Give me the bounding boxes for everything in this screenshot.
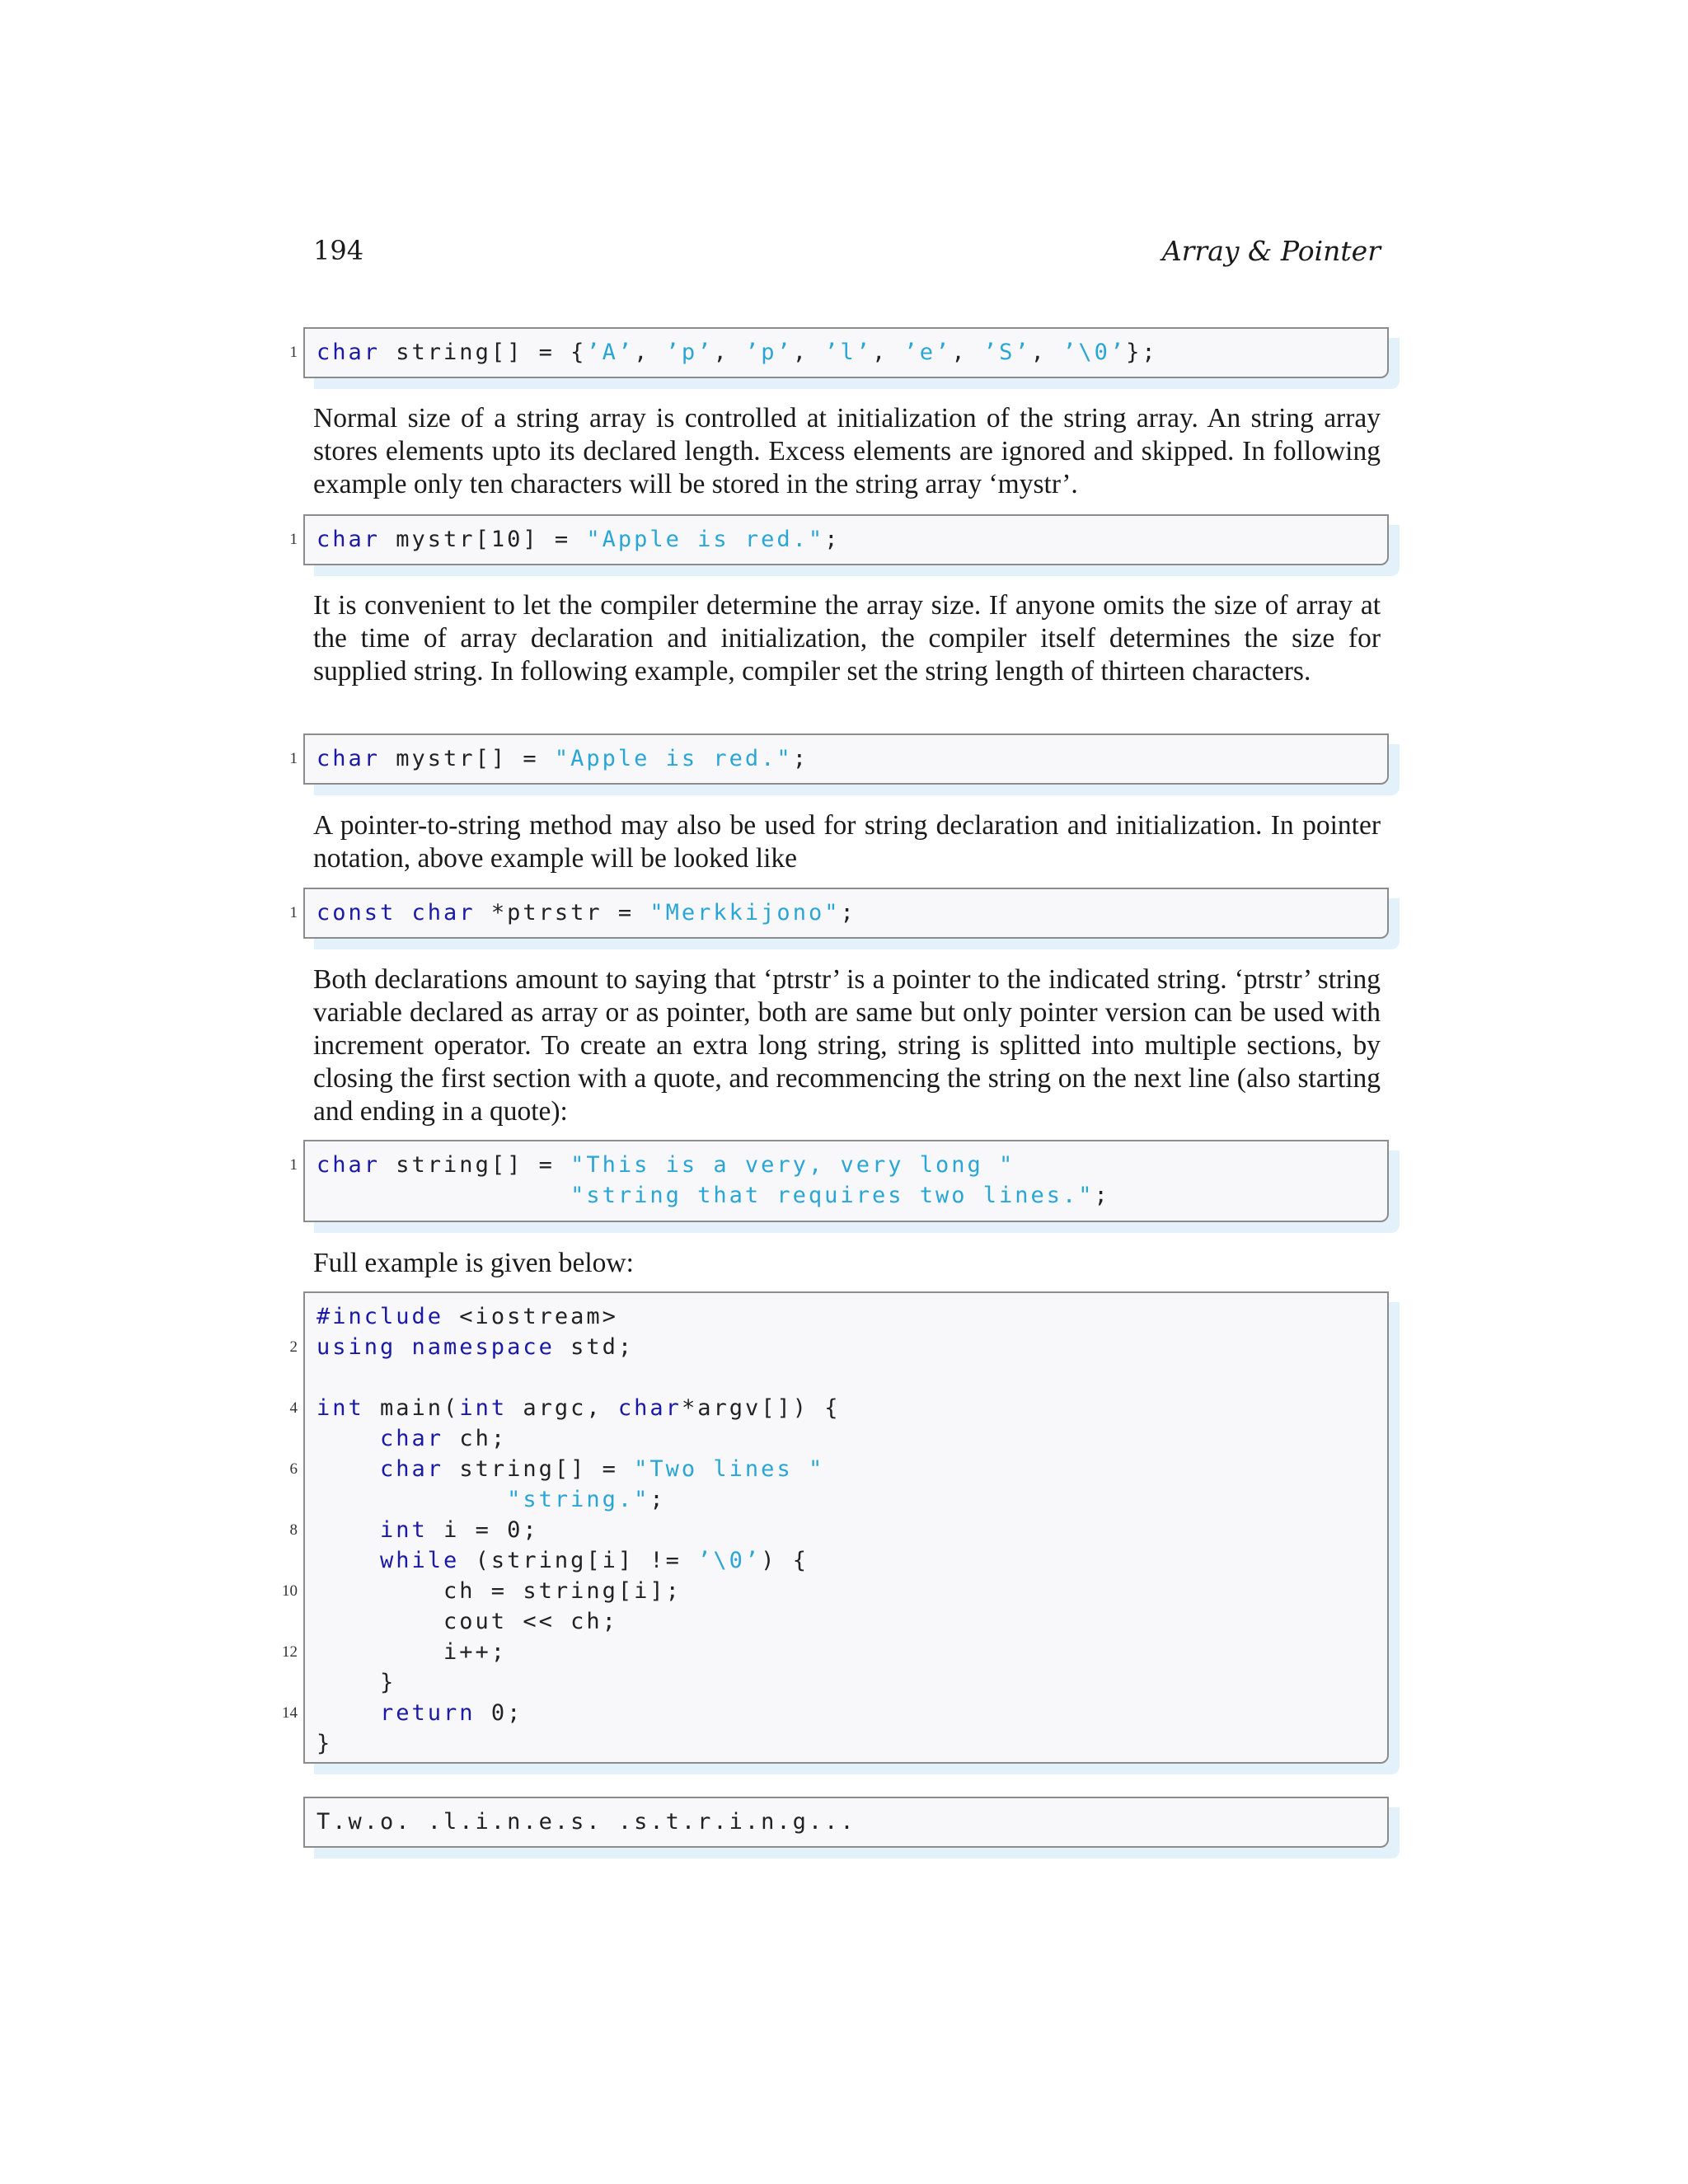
code-text: , — [872, 340, 904, 365]
code-line — [316, 1728, 1387, 1759]
code-text: string[] = — [443, 1456, 635, 1482]
line-number: 12 — [282, 1643, 298, 1661]
line-number: 6 — [289, 1460, 298, 1478]
code-line — [316, 1807, 1387, 1837]
code-text: i++; — [316, 1639, 508, 1665]
code-line — [289, 1393, 1387, 1423]
code-text: ; — [824, 527, 841, 552]
code-string: "Merkkijono" — [649, 900, 841, 926]
code-string: ’e’ — [903, 340, 952, 365]
code-text — [396, 900, 411, 926]
line-number: 1 — [289, 750, 298, 767]
code-text: i = 0; — [427, 1517, 539, 1543]
code-keyword: char — [316, 746, 381, 771]
code-line — [316, 1362, 1387, 1393]
code-text: *ptrstr = — [475, 900, 650, 926]
code-text: ; — [1094, 1183, 1110, 1208]
code-keyword: int — [459, 1395, 508, 1421]
code-keyword: char — [316, 340, 381, 365]
paragraph-full-example: Full example is given below: — [313, 1248, 634, 1278]
code-text: , — [634, 340, 666, 365]
code-line — [289, 1454, 1387, 1484]
code-text — [316, 1548, 380, 1573]
chapter-title: Array & Pointer — [1161, 235, 1381, 267]
line-number: 4 — [289, 1399, 298, 1417]
code-line — [316, 1423, 1387, 1454]
code-block-pointer-string — [289, 888, 1389, 939]
code-text: *argv[]) { — [681, 1395, 841, 1421]
code-text: ch = string[i]; — [316, 1578, 682, 1604]
code-line — [316, 1484, 1387, 1515]
code-block-long-string — [289, 1140, 1389, 1222]
code-line — [316, 1301, 1387, 1332]
code-keyword: int — [380, 1517, 428, 1543]
code-line — [289, 1150, 1387, 1180]
code-line — [316, 1606, 1387, 1637]
code-string: ’A’ — [586, 340, 635, 365]
code-keyword: const — [316, 900, 396, 926]
code-block-full-example — [282, 1291, 1389, 1764]
code-line — [282, 1576, 1387, 1606]
paragraph-compiler-size: It is convenient to let the compiler determine the array size. If anyone omits the size of array at the time of array declaration and initialization, the compiler itself determines the size for supplied string. In following example, compiler set the string length of thirteen characters. — [313, 590, 1381, 687]
page-header — [313, 235, 1381, 276]
code-text — [316, 1426, 380, 1451]
code-keyword: char — [316, 527, 381, 552]
page-number: 194 — [313, 235, 364, 266]
code-line — [316, 1180, 1387, 1211]
line-number: 1 — [289, 1156, 298, 1174]
code-line — [316, 1545, 1387, 1576]
code-text: T.w.o. .l.i.n.e.s. .s.t.r.i.n.g... — [316, 1809, 856, 1835]
code-string: ’\0’ — [697, 1548, 762, 1573]
line-number: 1 — [289, 531, 298, 548]
code-text — [316, 1517, 380, 1543]
code-block-mystr-sized — [289, 514, 1389, 565]
code-text: ; — [649, 1487, 666, 1512]
code-line — [316, 1667, 1387, 1698]
code-string: "string that requires two lines." — [570, 1183, 1095, 1208]
code-text: string[] = — [380, 1152, 571, 1178]
code-text: 0; — [475, 1700, 523, 1726]
code-keyword: char — [316, 1152, 381, 1178]
code-text: , — [1030, 340, 1063, 365]
code-keyword: char — [617, 1395, 682, 1421]
code-string: ’p’ — [744, 340, 793, 365]
code-line — [289, 743, 1387, 774]
code-text: , — [713, 340, 745, 365]
code-keyword: int — [316, 1395, 364, 1421]
output-block — [303, 1797, 1389, 1848]
code-line — [282, 1698, 1387, 1728]
code-text: std; — [554, 1334, 635, 1360]
code-text: ) { — [761, 1548, 809, 1573]
code-text: , — [951, 340, 983, 365]
line-number: 1 — [289, 344, 298, 361]
code-keyword: char — [411, 900, 476, 926]
code-text: }; — [1126, 340, 1158, 365]
code-keyword: return — [380, 1700, 476, 1726]
code-keyword: char — [380, 1456, 444, 1482]
code-text: } — [316, 1731, 333, 1756]
code-line — [289, 1332, 1387, 1362]
code-text: } — [316, 1670, 396, 1695]
code-text: string[] = { — [380, 340, 587, 365]
code-text: mystr[] = — [380, 746, 555, 771]
code-keyword: while — [380, 1548, 460, 1573]
line-number: 8 — [289, 1521, 298, 1539]
code-block-mystr-unsized — [289, 733, 1389, 785]
code-string: "Apple is red." — [586, 527, 825, 552]
code-text: ch; — [443, 1426, 508, 1451]
code-text: mystr[10] = — [380, 527, 587, 552]
line-number: 2 — [289, 1338, 298, 1356]
code-text: , — [792, 340, 825, 365]
code-block-string-chars — [289, 327, 1389, 378]
code-keyword: char — [380, 1426, 444, 1451]
paragraph-declarations: Both declarations amount to saying that ‘ptrstr’ is a pointer to the indicated string. ‘ptrstr’ string variable declared as array or as pointer, both are same but only pointer version can be used with increment operator. To create an extra long string, string is splitted into multiple sections, by closing the first section with a quote, and recommencing the string on the next line (also starting and ending in a quote): — [313, 964, 1381, 1127]
code-keyword: using namespace — [316, 1334, 555, 1360]
code-line — [282, 1637, 1387, 1667]
code-string: ’\0’ — [1062, 340, 1127, 365]
line-number: 14 — [282, 1704, 298, 1722]
code-string: "Two lines " — [634, 1456, 825, 1482]
code-line — [289, 898, 1387, 928]
code-string: ’p’ — [665, 340, 714, 365]
code-keyword: #include — [316, 1304, 444, 1329]
code-text: argc, — [507, 1395, 618, 1421]
code-text: ; — [840, 900, 856, 926]
code-text: ; — [792, 746, 809, 771]
code-text — [316, 1183, 570, 1208]
code-text — [316, 1700, 380, 1726]
code-text: (string[i] != — [459, 1548, 698, 1573]
code-string: "Apple is red." — [554, 746, 793, 771]
line-number: 10 — [282, 1582, 298, 1600]
paragraph-pointer-method: A pointer-to-string method may also be used for string declaration and initialization. In pointer notation, above example will be looked like — [313, 810, 1381, 874]
code-string: ’S’ — [982, 340, 1031, 365]
line-number: 1 — [289, 904, 298, 921]
code-text: cout << ch; — [316, 1609, 618, 1634]
code-string: "string." — [507, 1487, 650, 1512]
code-text: main( — [363, 1395, 460, 1421]
code-string: "This is a very, very long " — [570, 1152, 1015, 1178]
code-text — [316, 1487, 507, 1512]
code-string: ’l’ — [824, 340, 873, 365]
code-text — [316, 1456, 380, 1482]
code-line — [289, 524, 1387, 555]
code-line — [289, 337, 1387, 368]
paragraph-string-size: Normal size of a string array is controlled at initialization of the string array. An string array stores elements upto its declared length. Excess elements are ignored and skipped. In following example only ten characters will be stored in the string array ‘mystr’. — [313, 403, 1381, 499]
code-line — [289, 1515, 1387, 1545]
code-text: <iostream> — [443, 1304, 618, 1329]
